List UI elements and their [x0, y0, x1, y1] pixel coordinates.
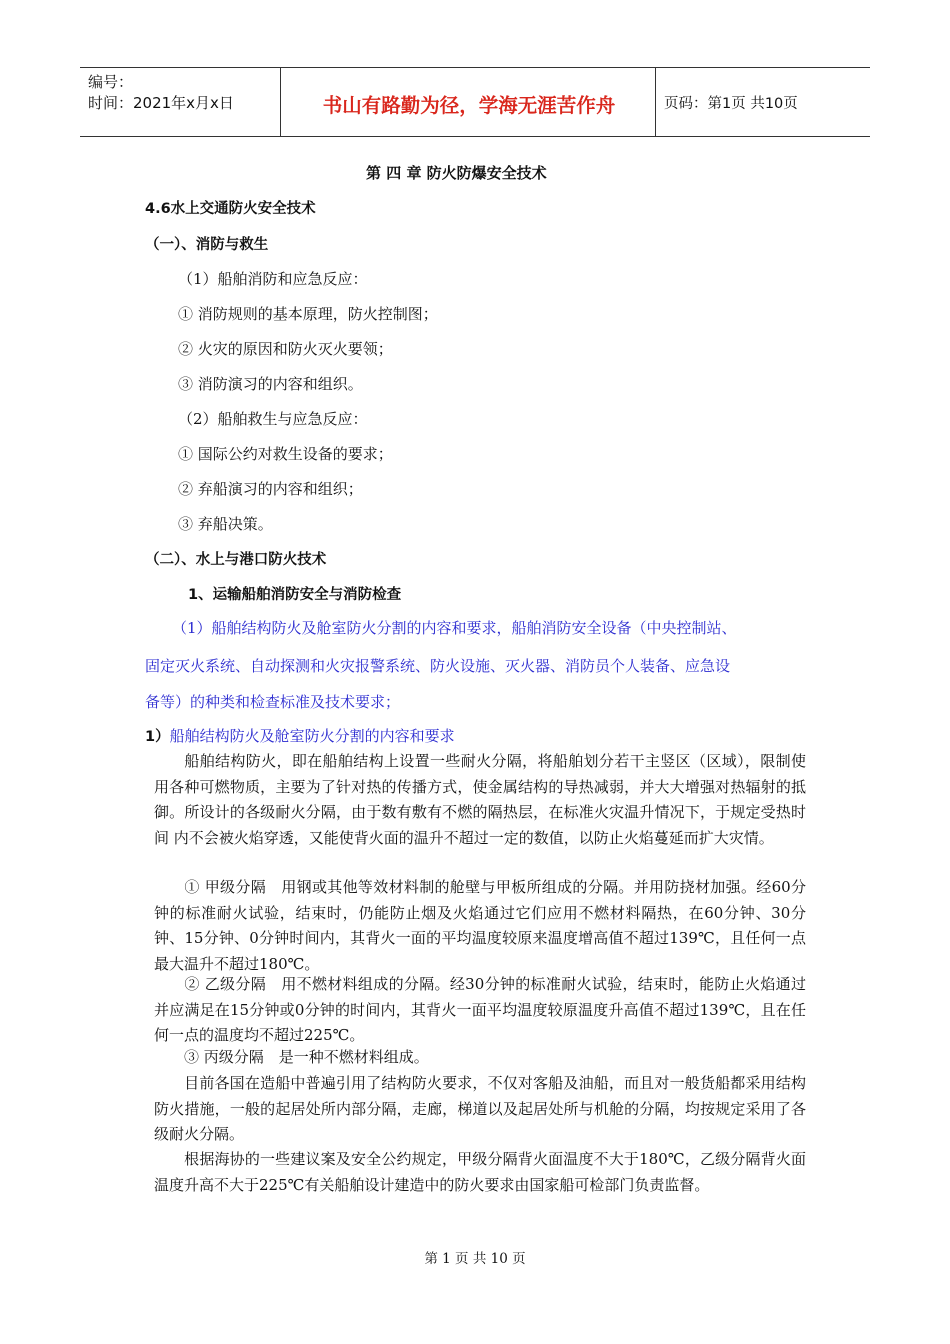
header-divider: [280, 68, 281, 136]
paragraph: [154, 1045, 806, 1071]
section-title: 4.6水上交通防火安全技术: [145, 201, 316, 217]
requirement-line: 备等）的种类和检查标准及技术要求；: [145, 693, 401, 711]
serial-label: 编号：: [88, 73, 134, 91]
paragraph: [154, 1147, 806, 1198]
item1-title: 船舶结构防火及舱室防火分割的内容和要求: [169, 727, 455, 745]
item1-prefix: 1）: [145, 729, 170, 745]
paragraph: [154, 972, 806, 1049]
requirement-line: 固定灭火系统、自动探测和火灾报警系统、防火设施、灭火器、消防员个人装备、应急设: [145, 657, 731, 675]
date-line: 时间：2021年x月x日: [88, 94, 234, 112]
list-item: ② 火灾的原因和防火灭火要领；: [178, 340, 393, 358]
part2-sub-heading: 1、运输船舶消防安全与消防检查: [188, 587, 402, 603]
list-item: ② 弃船演习的内容和组织；: [178, 480, 363, 498]
header-motto: 书山有路勤为径，学海无涯苦作舟: [322, 94, 616, 117]
paragraph: [154, 749, 806, 851]
paragraph-text: ② 乙级分隔 用不燃材料组成的分隔。经30分钟的标准耐火试验，结束时，能防止火焰通过并应满足在15分钟或0分钟的时间内，其背火一面平均温度较原温度升高值不超过139℃，且在任何一点的温度均不超过225℃。: [154, 975, 806, 1044]
header-left-cell: [88, 72, 280, 114]
paragraph-text: 船舶结构防火，即在船舶结构上设置一些耐火分隔，将船舶划分若干主竖区（区域），限制使用各种可燃物质，主要为了针对热的传播方式，使金属结构的导热减弱，并大大增强对热辐射的抵御。所设计的各级耐火分隔，由于数有敷有不燃的隔热层，在标准火灾温升情况下，于规定受热时间 内不会被火焰穿透，又能使背火面的温升不超过一定的数值，以防止火焰蔓延而扩大灾情。: [154, 752, 806, 847]
page-header: [80, 67, 870, 137]
paragraph-text: ① 甲级分隔 用钢或其他等效材料制的舱壁与甲板所组成的分隔。并用防挠材加强。经60分钟的标准耐火试验，结束时，仍能防止烟及火焰通过它们应用不燃材料隔热，在60分钟、30分钟、15分钟、0分钟时间内，其背火一面的平均温度较原来温度增高值不超过139℃，且任何一点最大温升不超过180℃。: [154, 878, 806, 973]
list-item: ③ 弃船决策。: [178, 515, 273, 533]
page-footer: 第 1 页 共 10 页: [424, 1251, 526, 1267]
paragraph-text: 目前各国在造船中普遍引用了结构防火要求，不仅对客船及油船，而且对一般货船都采用结构防火措施，一般的起居处所内部分隔，走廊，梯道以及起居处所与机舱的分隔，均按规定采用了各级耐火分隔。: [154, 1074, 806, 1143]
paragraph-text: 根据海协的一些建议案及安全公约规定，甲级分隔背火面温度不大于180℃，乙级分隔背火面温度升高不大于225℃有关船舶设计建造中的防火要求由国家船可检部门负责监督。: [154, 1150, 806, 1194]
part1-sub1: （1）船舶消防和应急反应：: [178, 270, 368, 288]
chapter-title: 第 四 章 防火防爆安全技术: [366, 164, 547, 182]
part1-sub2: （2）船舶救生与应急反应：: [178, 410, 368, 428]
item1-line: [145, 725, 455, 746]
part1-heading: （一）、消防与救生: [145, 237, 269, 253]
paragraph: [154, 1071, 806, 1148]
list-item: ① 国际公约对救生设备的要求；: [178, 445, 393, 463]
list-item: ① 消防规则的基本原理，防火控制图；: [178, 305, 438, 323]
part2-heading: （二）、水上与港口防火技术: [145, 552, 327, 568]
header-page-info: 页码：第1页 共10页: [664, 96, 798, 112]
paragraph: [154, 875, 806, 977]
header-divider: [655, 68, 656, 136]
paragraph-text: ③ 丙级分隔 是一种不燃材料组成。: [184, 1048, 429, 1066]
requirement-line: （1）船舶结构防火及舱室防火分割的内容和要求，船舶消防安全设备（中央控制站、: [172, 619, 737, 637]
list-item: ③ 消防演习的内容和组织。: [178, 375, 363, 393]
